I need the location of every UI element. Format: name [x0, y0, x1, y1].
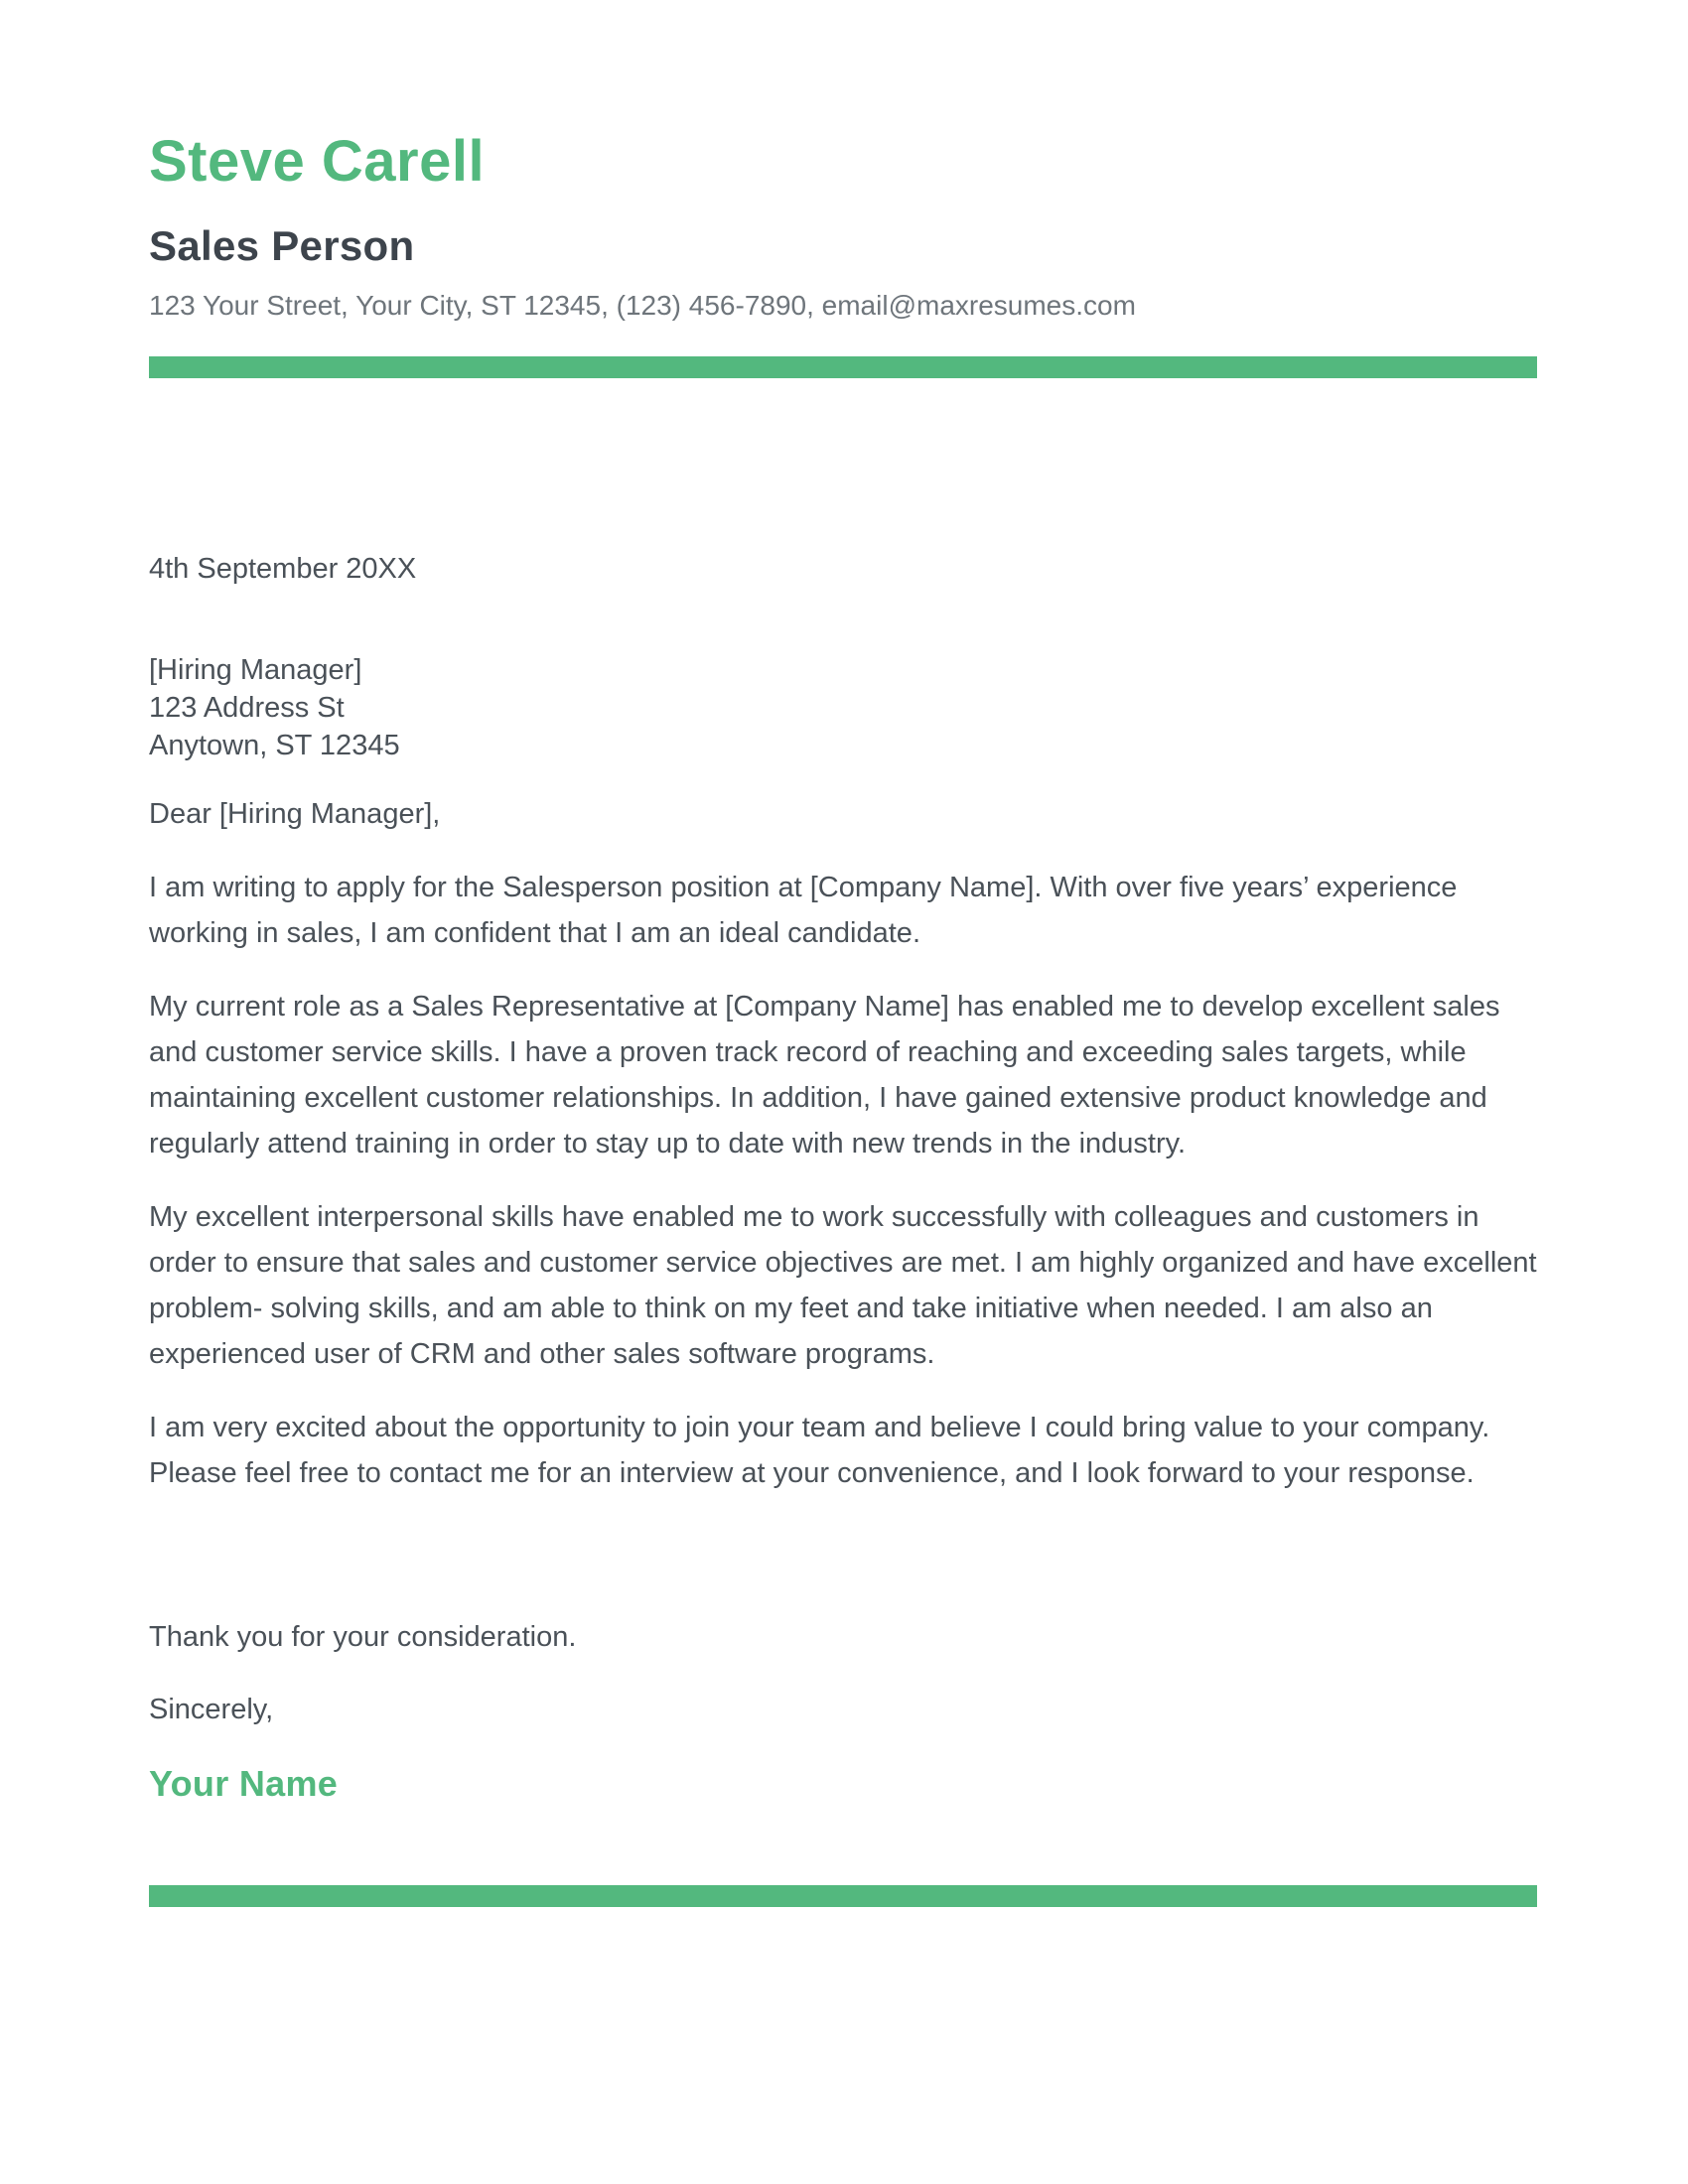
letter-body: [149, 547, 1537, 1806]
body-paragraph-3: My excellent interpersonal skills have enabled me to work successfully with colleagues and customers in order to ensure that sales and customer service objectives are met. I am highly organized and have excellent problem- solving skills, and am able to think on my feet and take initiative when needed. I am also an experienced user of CRM and other sales software programs.: [149, 1201, 1537, 1371]
candidate-name: Steve Carell: [149, 129, 486, 194]
salutation: Dear [Hiring Manager],: [149, 798, 441, 831]
recipient-line-street: 123 Address St: [149, 692, 345, 725]
letter-header: [149, 129, 1537, 378]
body-paragraph-2: My current role as a Sales Representative at [Company Name] has enabled me to develop excellent sales and customer service skills. I have a proven track record of reaching and exceeding sales targets, while maintaining excellent customer relationships. In addition, I have gained extensive product knowledge and regularly attend training in order to stay up to date with new trends in the industry.: [149, 991, 1500, 1160]
recipient-address: [149, 651, 1537, 764]
signature-name: Your Name: [149, 1763, 339, 1805]
body-paragraph-1: I am writing to apply for the Salesperson position at [Company Name]. With over five years’ experience working in sales, I am confident that I am an ideal candidate.: [149, 872, 1458, 950]
thanks-line: Thank you for your consideration.: [149, 1621, 577, 1654]
recipient-line-city: Anytown, ST 12345: [149, 730, 400, 762]
closing-line: Sincerely,: [149, 1694, 274, 1726]
letter-date: 4th September 20XX: [149, 553, 417, 586]
body-paragraph-4: I am very excited about the opportunity to join your team and believe I could bring value to your company. Please feel free to contact me for an interview at your convenience, and I look forward to your response.: [149, 1412, 1490, 1490]
job-title: Sales Person: [149, 221, 415, 269]
header-divider-bar: [149, 356, 1537, 378]
contact-info: 123 Your Street, Your City, ST 12345, (123) 456-7890, email@maxresumes.com: [149, 290, 1136, 322]
recipient-line-name: [Hiring Manager]: [149, 654, 362, 687]
footer-divider-bar: [149, 1885, 1537, 1907]
